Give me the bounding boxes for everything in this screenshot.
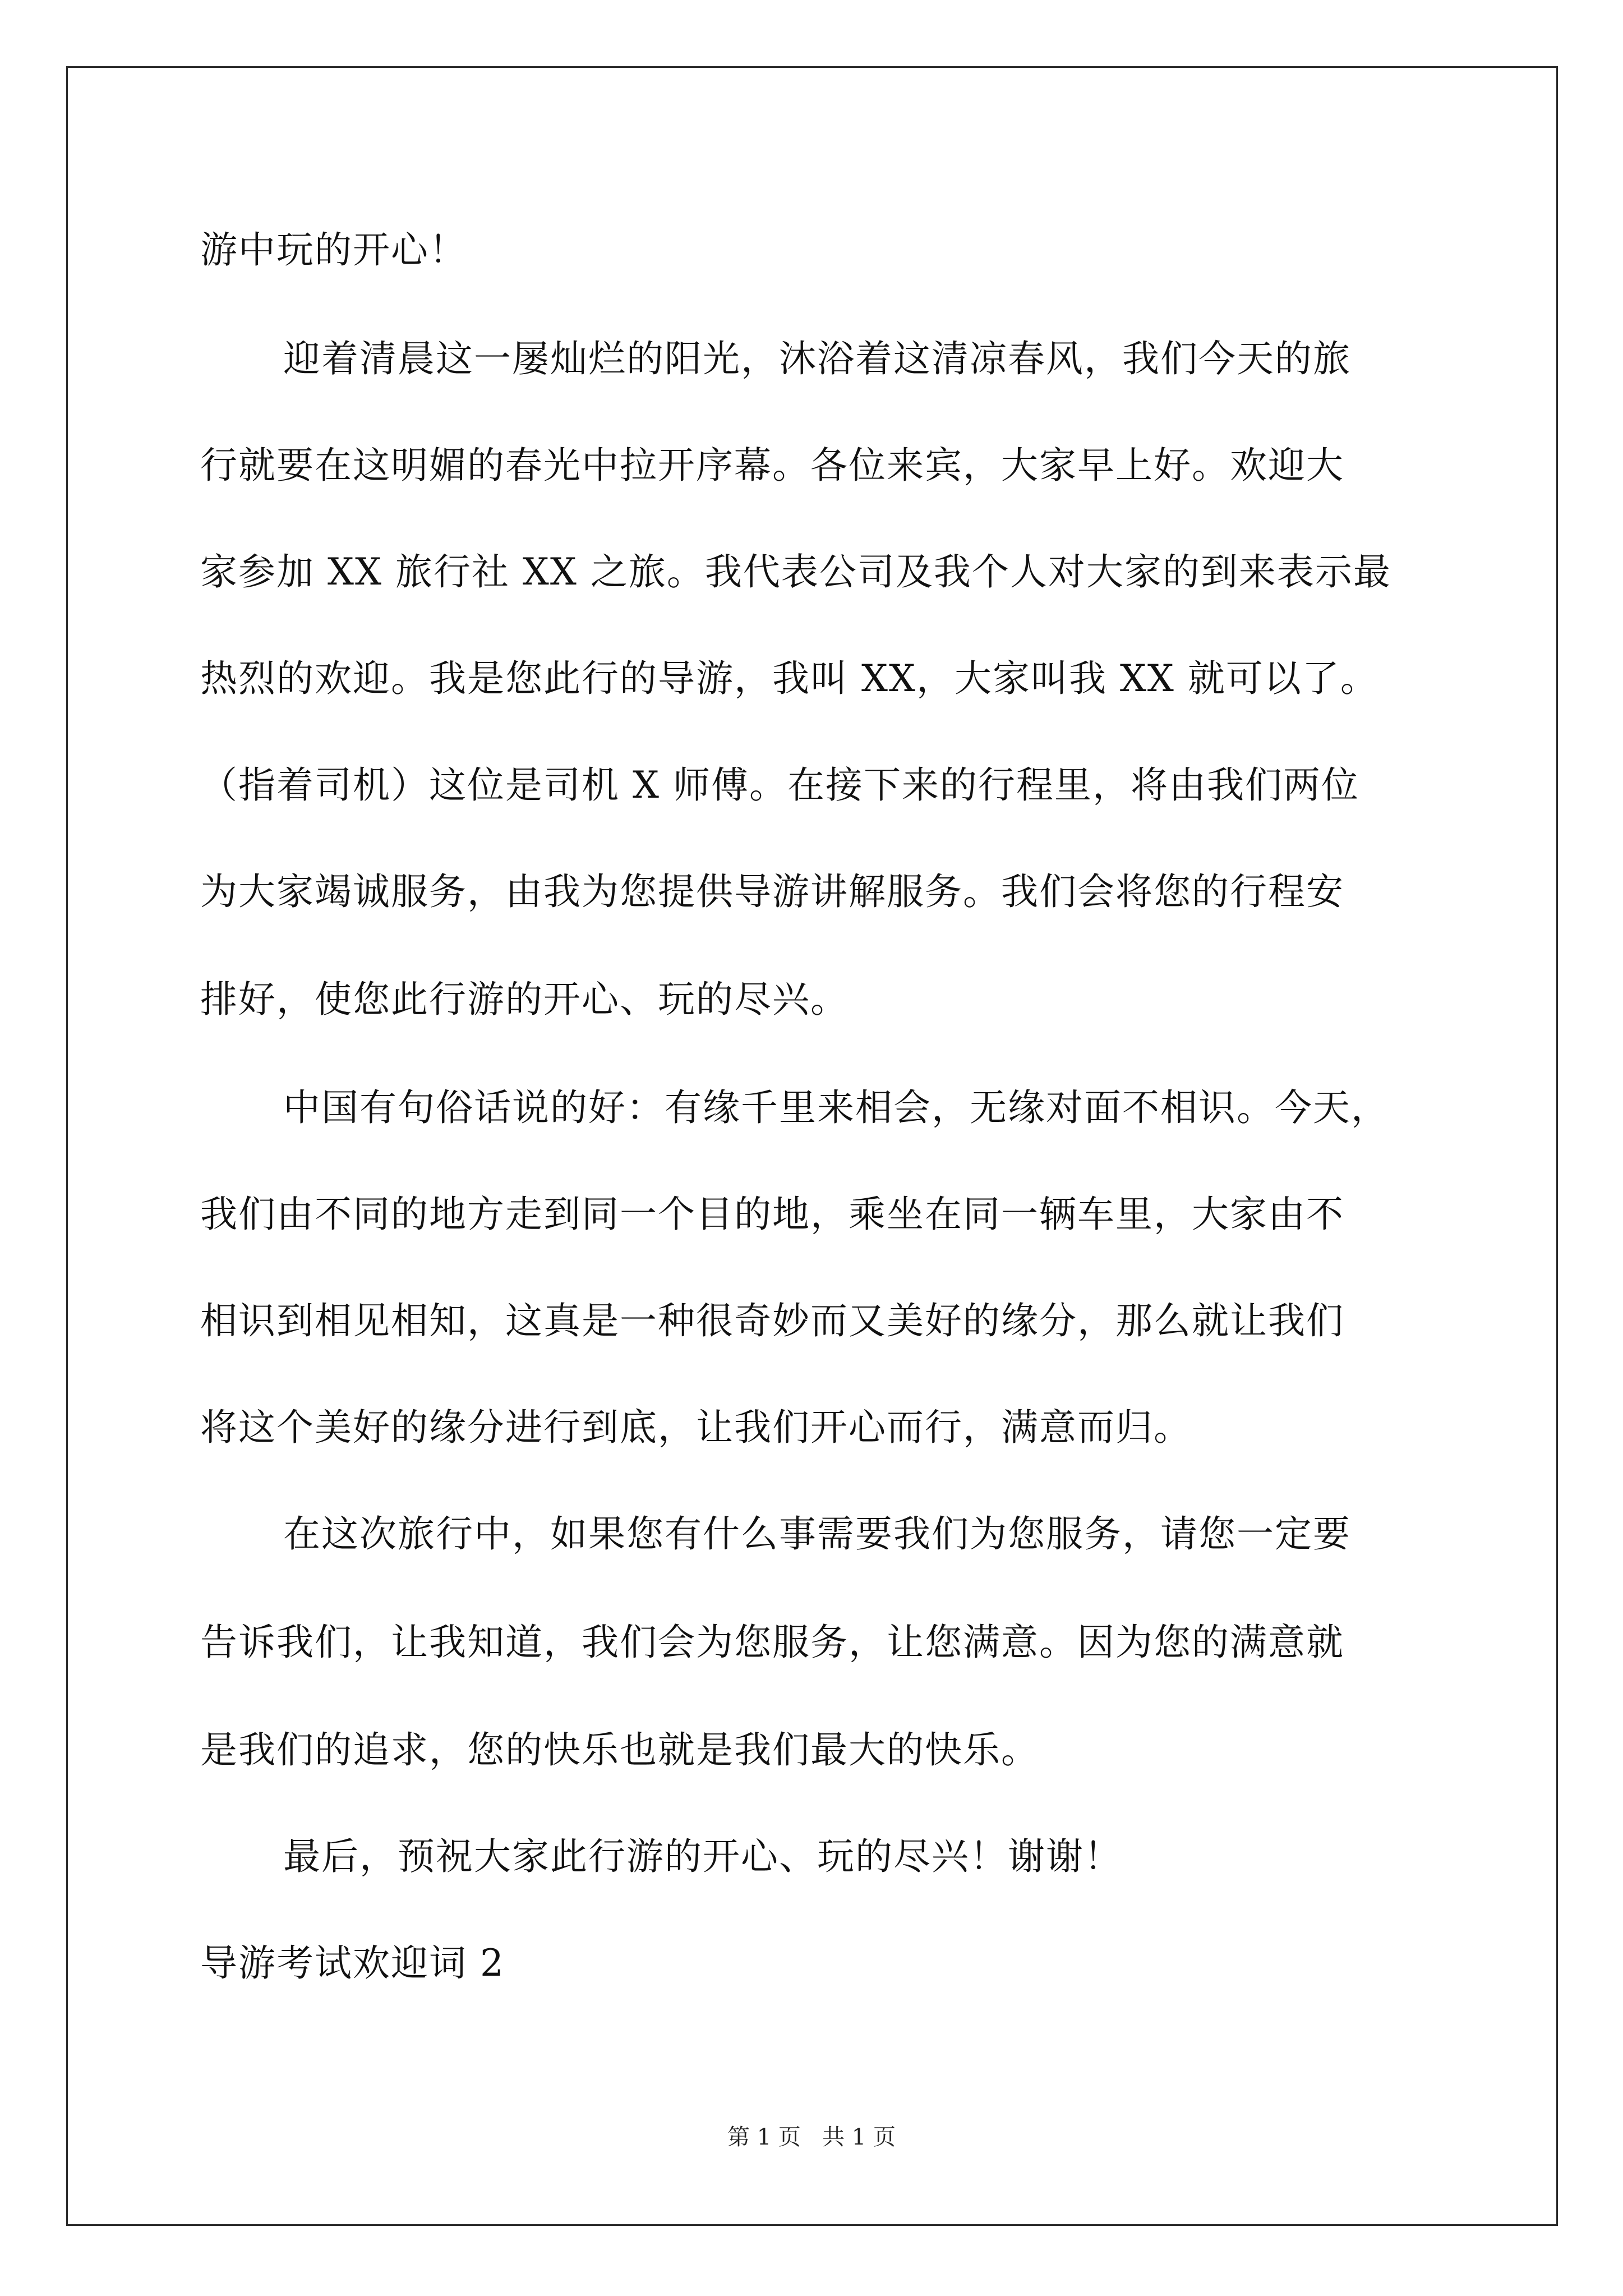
text-line: 将这个美好的缘分进行到底，让我们开心而行，满意而归。 xyxy=(200,1406,1192,1449)
text-line: 行就要在这明媚的春光中拉开序幕。各位来宾，大家早上好。欢迎大 xyxy=(200,444,1344,487)
paragraph-first-line: 在这次旅行中，如果您有什么事需要我们为您服务，请您一定要 xyxy=(283,1512,1351,1556)
text-line: 相识到相见相知，这真是一种很奇妙而又美好的缘分，那么就让我们 xyxy=(200,1299,1344,1342)
text-line: 为大家竭诚服务，由我为您提供导游讲解服务。我们会将您的行程安 xyxy=(200,870,1344,913)
section-heading: 导游考试欢迎词 2 xyxy=(200,1941,505,1985)
paragraph-first-line: 中国有句俗话说的好：有缘千里来相会，无缘对面不相识。今天， xyxy=(283,1086,1389,1129)
text-line: 家参加 XX 旅行社 XX 之旅。我代表公司及我个人对大家的到来表示最 xyxy=(200,550,1391,593)
page-footer: 第 1 页 共 1 页 xyxy=(727,2124,896,2150)
text-line: 排好，使您此行游的开心、玩的尽兴。 xyxy=(200,978,849,1021)
text-line: 我们由不同的地方走到同一个目的地，乘坐在同一辆车里，大家由不 xyxy=(200,1193,1344,1236)
text-line: 游中玩的开心！ xyxy=(200,228,467,272)
text-line: 告诉我们，让我知道，我们会为您服务，让您满意。因为您的满意就 xyxy=(200,1621,1344,1664)
text-line: 热烈的欢迎。我是您此行的导游，我叫 XX，大家叫我 XX 就可以了。 xyxy=(200,657,1378,700)
text-line: （指着司机）这位是司机 X 师傅。在接下来的行程里，将由我们两位 xyxy=(200,763,1359,807)
page-border xyxy=(66,66,1558,2226)
paragraph-first-line: 最后，预祝大家此行游的开心、玩的尽兴！谢谢！ xyxy=(283,1835,1122,1878)
paragraph-first-line: 迎着清晨这一屡灿烂的阳光，沐浴着这清凉春风，我们今天的旅 xyxy=(283,337,1351,380)
text-line: 是我们的追求，您的快乐也就是我们最大的快乐。 xyxy=(200,1728,1039,1772)
